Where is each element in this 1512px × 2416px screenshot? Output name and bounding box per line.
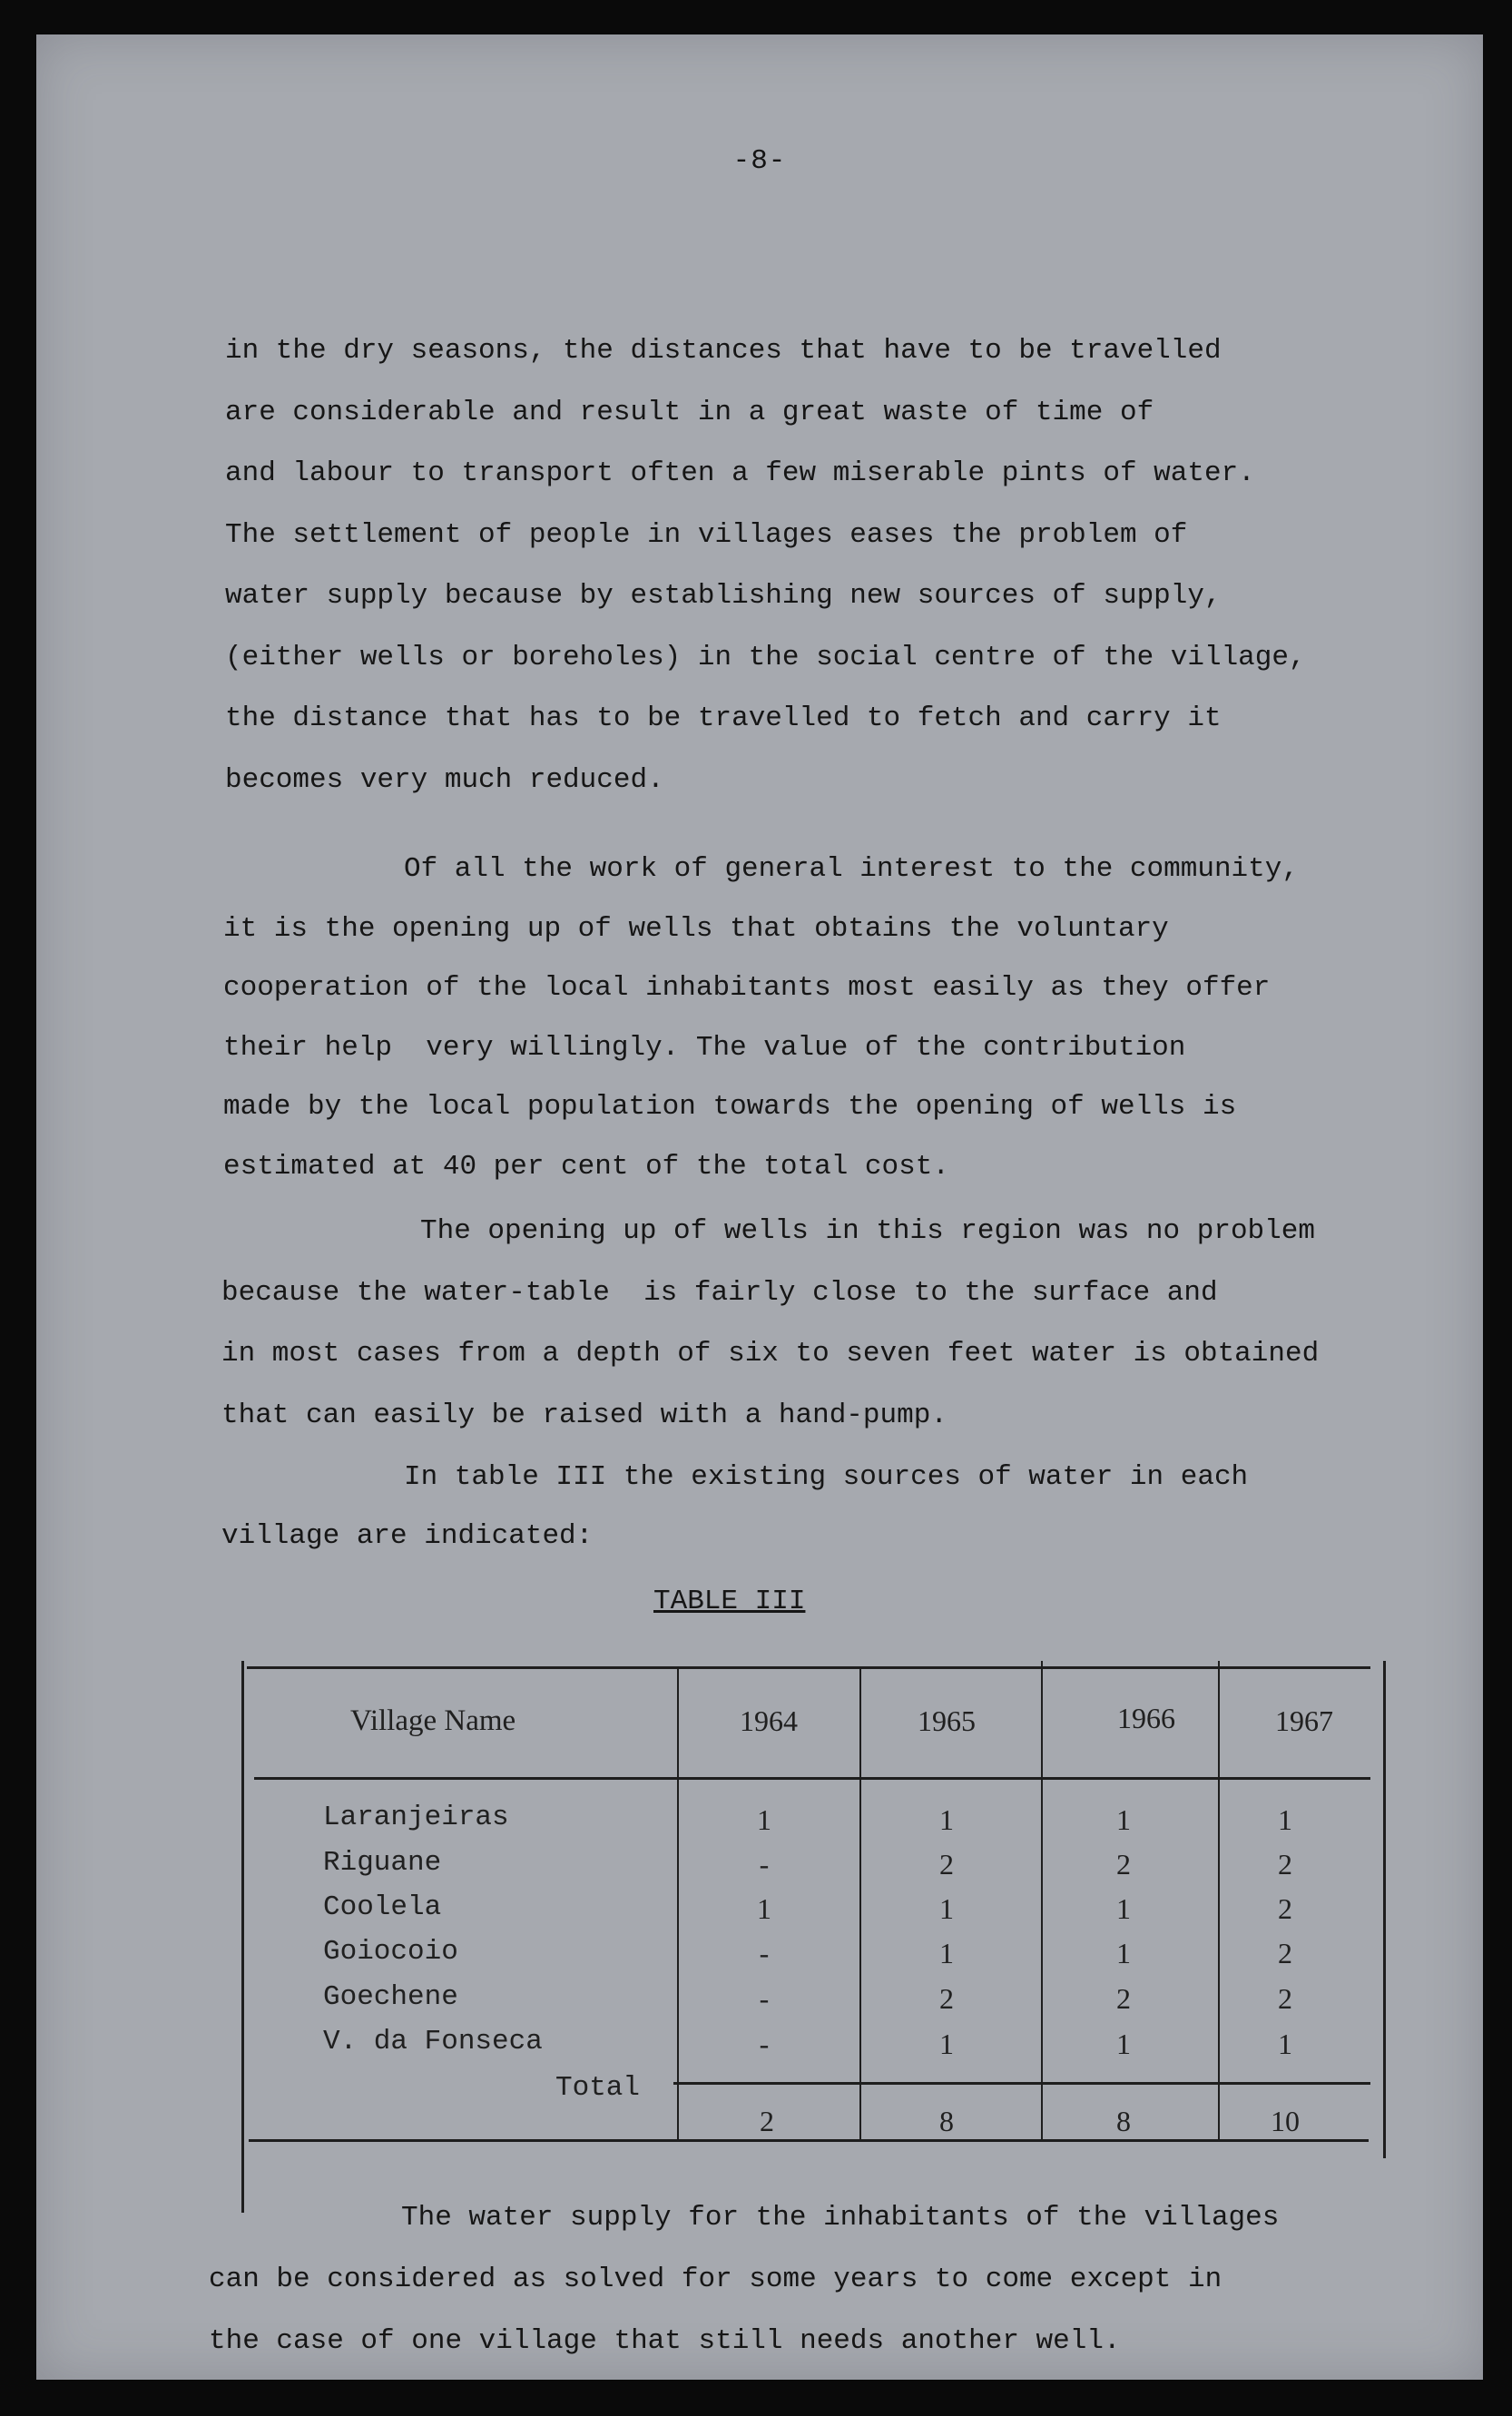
- value-1964: 1: [757, 1803, 771, 1836]
- table-caption: TABLE III: [653, 1586, 806, 1617]
- paragraph-conclusion: [209, 2187, 1279, 2372]
- text-line: are considerable and result in a great waste of time of: [225, 396, 1154, 428]
- table-top-rule: [247, 1666, 1370, 1669]
- text-line: because the water-table is fairly close to the surface and: [221, 1276, 1218, 1309]
- text-line: becomes very much reduced.: [225, 763, 664, 796]
- value-1966: 2: [1116, 1848, 1131, 1881]
- text-line: Of all the work of general interest to the community,: [404, 853, 1299, 885]
- value-1965: 1: [939, 1803, 954, 1836]
- total-1967: 10: [1271, 2105, 1300, 2137]
- value-1967: 2: [1278, 1982, 1292, 2015]
- text-line: In table III the existing sources of water in each: [404, 1461, 1249, 1493]
- text-line: made by the local population towards the opening of wells is: [223, 1091, 1237, 1123]
- text-line: the distance that has to be travelled to fetch and carry it: [225, 702, 1222, 734]
- value-1965: 1: [939, 2028, 954, 2060]
- value-1967: 1: [1278, 1803, 1292, 1836]
- text-line: it is the opening up of wells that obtains the voluntary: [223, 912, 1169, 945]
- value-1967: 2: [1278, 1848, 1292, 1881]
- text-line: and labour to transport often a few miserable pints of water.: [225, 457, 1255, 489]
- text-line: that can easily be raised with a hand-pump.: [221, 1399, 947, 1431]
- table-left-rule: [241, 1661, 244, 2213]
- column-header-1967: 1967: [1275, 1704, 1333, 1737]
- page-number: -8-: [732, 145, 787, 177]
- text-line: village are indicated:: [221, 1520, 594, 1552]
- value-1966: 2: [1116, 1982, 1131, 2015]
- text-line: cooperation of the local inhabitants most easily as they offer: [223, 972, 1271, 1004]
- village-name: Goechene: [323, 1981, 458, 2013]
- value-1967: 2: [1278, 1937, 1292, 1969]
- value-1964: -: [759, 1937, 770, 1969]
- value-1964: -: [759, 2028, 770, 2060]
- text-line: The opening up of wells in this region was no problem: [420, 1215, 1315, 1247]
- water-sources-table: [201, 1661, 1418, 2224]
- text-line: in the dry seasons, the distances that have to be travelled: [225, 335, 1222, 367]
- text-line: the case of one village that still needs another well.: [209, 2325, 1121, 2357]
- table-divider-3: [1041, 1661, 1043, 2140]
- text-line: their help very willingly. The value of the contribution: [223, 1031, 1186, 1064]
- table-divider-2: [859, 1668, 861, 2140]
- column-header-village-name: Village Name: [350, 1704, 516, 1737]
- paragraph-table-intro: [221, 1448, 1248, 1566]
- text-line: can be considered as solved for some years to come except in: [209, 2264, 1222, 2295]
- village-name: Coolela: [323, 1891, 442, 1923]
- paragraph-dry-seasons: [225, 320, 1306, 810]
- value-1965: 2: [939, 1982, 954, 2015]
- paragraph-wells-cooperation: [223, 840, 1299, 1196]
- column-header-1964: 1964: [740, 1704, 798, 1737]
- total-label: Total: [555, 2072, 641, 2104]
- value-1967: 1: [1278, 2028, 1292, 2060]
- value-1966: 1: [1116, 2028, 1131, 2060]
- total-1965: 8: [939, 2105, 954, 2137]
- value-1964: 1: [757, 1892, 771, 1925]
- value-1965: 2: [939, 1848, 954, 1881]
- value-1964: -: [759, 1982, 770, 2015]
- village-name: V. da Fonseca: [323, 2026, 543, 2058]
- text-line: (either wells or boreholes) in the social centre of the village,: [225, 641, 1306, 673]
- table-divider-4: [1218, 1661, 1220, 2140]
- table-total-rule: [673, 2082, 1370, 2085]
- value-1966: 1: [1116, 1803, 1131, 1836]
- value-1965: 1: [939, 1937, 954, 1969]
- text-line: water supply because by establishing new sources of supply,: [225, 580, 1222, 612]
- text-line: The settlement of people in villages eases the problem of: [225, 518, 1188, 551]
- text-line: in most cases from a depth of six to seven feet water is obtained: [221, 1338, 1320, 1370]
- value-1965: 1: [939, 1892, 954, 1925]
- column-header-1966: 1966: [1117, 1702, 1175, 1734]
- value-1964: -: [759, 1848, 770, 1881]
- table-right-rule: [1383, 1661, 1386, 2158]
- text-line: The water supply for the inhabitants of the villages: [401, 2202, 1280, 2234]
- column-header-1965: 1965: [918, 1704, 976, 1737]
- value-1966: 1: [1116, 1937, 1131, 1969]
- table-header-rule: [254, 1777, 1370, 1780]
- total-1964: 2: [760, 2105, 774, 2137]
- value-1966: 1: [1116, 1892, 1131, 1925]
- total-1966: 8: [1116, 2105, 1131, 2137]
- village-name: Laranjeiras: [323, 1802, 509, 1833]
- text-line: estimated at 40 per cent of the total cost.: [223, 1150, 949, 1183]
- paragraph-water-table: [221, 1201, 1319, 1446]
- village-name: Goiocoio: [323, 1936, 458, 1968]
- village-name: Riguane: [323, 1847, 442, 1879]
- value-1967: 2: [1278, 1892, 1292, 1925]
- table-divider-1: [677, 1668, 679, 2140]
- document-page: [36, 34, 1483, 2380]
